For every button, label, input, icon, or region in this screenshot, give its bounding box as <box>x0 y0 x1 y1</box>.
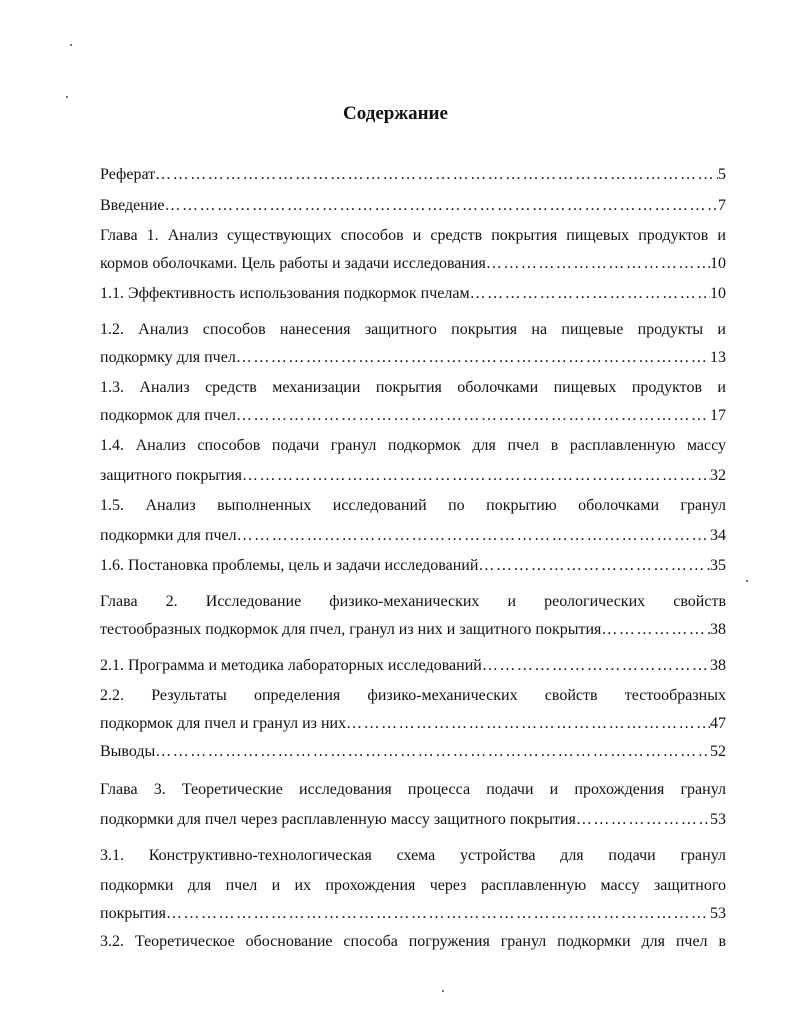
toc-entry-text: подкормки для пчел и их прохождения через расплавленную массу защитного <box>100 877 726 894</box>
toc-leader-dots <box>165 196 719 216</box>
toc-entry-text: 1.1. Эффективность использования подкормок пчелам <box>100 285 470 302</box>
toc-line <box>100 526 726 546</box>
toc-entry-text: подкормок для пчел и гранул из них <box>100 715 347 732</box>
toc-line <box>100 466 726 486</box>
toc-entry-text: Глава 3. Теоретические исследования процесса подачи и прохождения гранул <box>100 781 726 798</box>
toc-leader-dots <box>242 466 710 486</box>
toc-entry-text: подкормки для пчел <box>100 527 237 544</box>
toc-leader-dots <box>486 254 710 274</box>
toc-page-number: 17 <box>710 407 726 424</box>
toc-line <box>100 810 726 830</box>
toc-entry-text: 1.3. Анализ средств механизации покрытия оболочками пищевых продуктов и <box>100 379 726 396</box>
toc-leader-dots <box>576 810 710 830</box>
toc-line <box>100 620 726 640</box>
toc-line <box>100 742 726 762</box>
toc-entry-text: Реферат <box>100 166 156 183</box>
toc-leader-dots <box>470 284 710 304</box>
toc-line <box>100 196 726 216</box>
toc-leader-dots <box>478 556 710 576</box>
toc-page-number: 34 <box>710 527 726 544</box>
toc-page-number: 47 <box>710 715 726 732</box>
toc-line <box>100 656 726 676</box>
toc-page-number: 38 <box>710 621 726 638</box>
toc-entry-text: подкормку для пчел <box>100 349 236 366</box>
toc-line <box>100 714 726 734</box>
toc-entry-text: подкормок для пчел <box>100 407 237 424</box>
toc-line <box>100 904 726 924</box>
toc-page-number: 38 <box>710 657 726 674</box>
toc-entry-text: тестообразных подкормок для пчел, гранул из них и защитного покрытия <box>100 621 602 638</box>
toc-entry-text: кормов оболочками. Цель работы и задачи исследования <box>100 255 486 272</box>
toc-page-number: 53 <box>710 811 726 828</box>
scan-speck <box>442 990 444 992</box>
scan-speck <box>746 580 748 582</box>
toc-leader-dots <box>236 348 710 368</box>
toc-entry-text: Глава 2. Исследование физико-механических и реологических свойств <box>100 593 726 610</box>
toc-line <box>100 254 726 274</box>
toc-page-number: 53 <box>710 905 726 922</box>
toc-entry-text: Выводы <box>100 743 156 760</box>
toc-leader-dots <box>482 656 710 676</box>
scan-speck <box>70 44 72 46</box>
toc-line <box>100 348 726 368</box>
toc-leader-dots <box>155 165 718 185</box>
toc-page-number: 10 <box>710 255 726 272</box>
toc-entry-text: Введение <box>100 197 165 214</box>
toc-leader-dots <box>601 620 710 640</box>
toc-page-number: 35 <box>710 557 726 574</box>
page-title: Содержание <box>343 103 448 124</box>
toc-line <box>100 284 726 304</box>
toc-entry-text: 2.2. Результаты определения физико-механических свойств тестообразных <box>100 687 726 704</box>
scan-speck <box>66 96 68 98</box>
toc-page-number: 7 <box>718 197 726 214</box>
toc-entry-text: покрытия <box>100 905 166 922</box>
toc-leader-dots <box>155 742 710 762</box>
toc-page-number: 10 <box>710 285 726 302</box>
toc-line <box>100 165 726 185</box>
toc-entry-text: подкормки для пчел через расплавленную массу защитного покрытия <box>100 811 576 828</box>
toc-leader-dots <box>166 904 710 924</box>
toc-entry-text: защитного покрытия <box>100 467 243 484</box>
toc-entry-text: 1.4. Анализ способов подачи гранул подкормок для пчел в расплавленную массу <box>100 437 726 454</box>
toc-line <box>100 406 726 426</box>
toc-entry-text: 3.1. Конструктивно-технологическая схема устройства для подачи гранул <box>100 847 726 864</box>
toc-page-number: 13 <box>710 349 726 366</box>
toc-entry-text: 1.5. Анализ выполненных исследований по покрытию оболочками гранул <box>100 497 726 514</box>
toc-entry-text: Глава 1. Анализ существующих способов и средств покрытия пищевых продуктов и <box>100 227 726 244</box>
toc-line <box>100 556 726 576</box>
toc-leader-dots <box>237 526 710 546</box>
toc-entry-text: 2.1. Программа и методика лабораторных исследований <box>100 657 482 674</box>
toc-entry-text: 1.2. Анализ способов нанесения защитного покрытия на пищевые продукты и <box>100 321 726 338</box>
toc-leader-dots <box>346 714 710 734</box>
toc-page-number: 5 <box>718 166 726 183</box>
toc-entry-text: 3.2. Теоретическое обоснование способа погружения гранул подкормки для пчел в <box>100 933 726 950</box>
toc-leader-dots <box>236 406 710 426</box>
toc-page-number: 52 <box>710 743 726 760</box>
toc-page-number: 32 <box>710 467 726 484</box>
toc-entry-text: 1.6. Постановка проблемы, цель и задачи исследований <box>100 557 479 574</box>
